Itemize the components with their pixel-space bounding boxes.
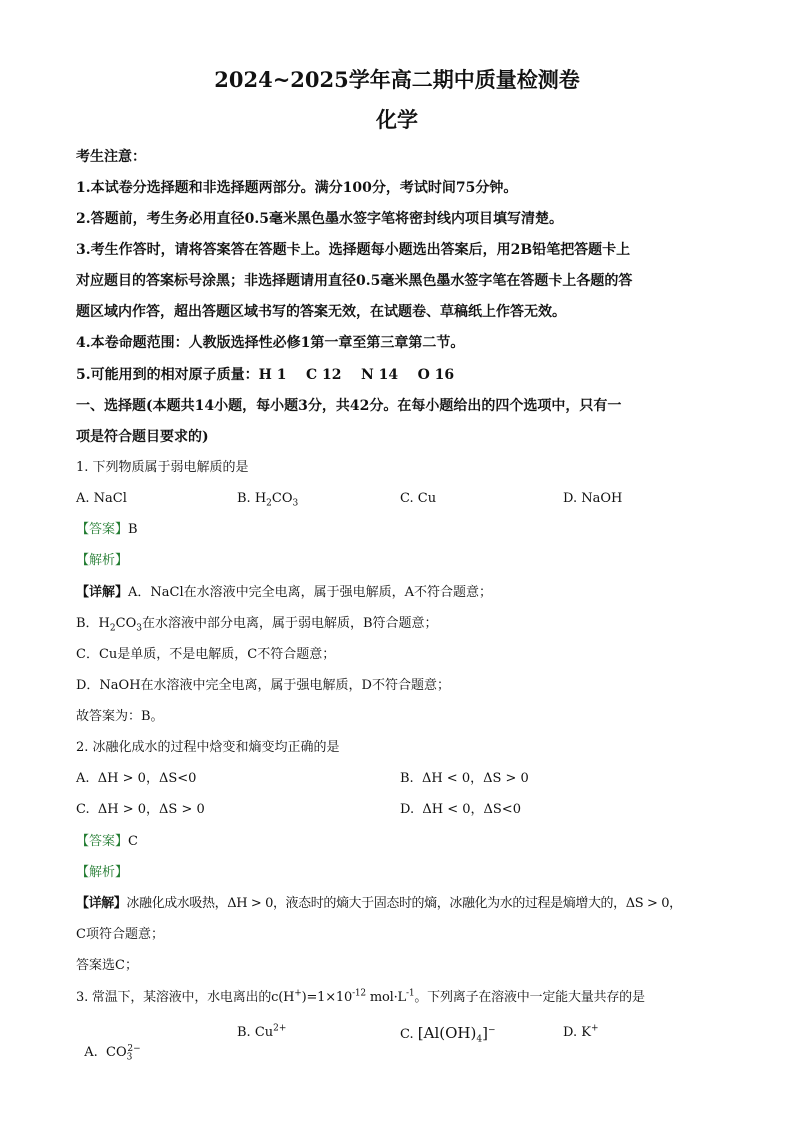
notice-heading: 考生注意： <box>76 149 146 165</box>
notice-line-5: 题区域内作答，超出答题区域书写的答案无效，在试题卷、草稿纸上作答无效。 <box>76 304 566 320</box>
detail-tag: 【详解】 <box>76 585 129 600</box>
detail-tag: 【详解】 <box>76 896 127 911</box>
q1-option-d: D. NaOH <box>563 491 623 506</box>
q1-conclusion: 故答案为：B。 <box>76 709 164 724</box>
q1-answer: 【答案】B <box>76 522 138 537</box>
answer-tag: 【答案】 <box>76 522 129 537</box>
q2-detail-line-1: 【详解】冰融化成水吸热，ΔH > 0，液态时的熵大于固态时的熵，冰融化为水的过程是熵增大的，ΔS > 0， <box>76 896 682 911</box>
q3-option-a: A. $CO_3^{2-}$ <box>84 1043 141 1063</box>
q1-detail-d: D．NaOH在水溶液中完全电离，属于强电解质，D不符合题意； <box>76 678 450 693</box>
q2-detail-line-2: C项符合题意； <box>76 927 164 942</box>
q2-analysis-tag: 【解析】 <box>76 865 129 880</box>
exam-title: 2024~2025学年高二期中质量检测卷 <box>214 67 580 92</box>
q1-detail-b: B．$H_2CO_3$在水溶液中部分电离，属于弱电解质，B符合题意； <box>76 616 438 634</box>
q1-detail-c: C．Cu是单质，不是电解质，C不符合题意； <box>76 647 336 662</box>
q1-analysis-tag: 【解析】 <box>76 553 129 568</box>
notice-line-6: 4.本卷命题范围：人教版选择性必修1第一章至第三章第二节。 <box>76 335 465 351</box>
q3-option-b: B. $Cu^{2+}$ <box>237 1023 287 1040</box>
notice-line-4: 对应题目的答案标号涂黑；非选择题请用直径0.5毫米黑色墨水签字笔在答题卡上各题的答 <box>76 273 633 289</box>
q2-option-d: D. ΔH < 0，ΔS<0 <box>400 802 521 817</box>
q2-option-a: A. ΔH > 0，ΔS<0 <box>76 771 197 786</box>
notice-line-2: 2.答题前，考生务必用直径0.5毫米黑色墨水签字笔将密封线内项目填写清楚。 <box>76 211 563 227</box>
section-heading-line-1: 一、选择题(本题共14小题，每小题3分，共42分。在每小题给出的四个选项中，只有一 <box>76 398 622 414</box>
notice-line-1: 1.本试卷分选择题和非选择题两部分。满分100分，考试时间75分钟。 <box>76 180 518 196</box>
subject-title: 化学 <box>376 107 418 132</box>
q3-option-d: D. K+ <box>563 1023 599 1040</box>
q1-stem: 1. 下列物质属于弱电解质的是 <box>76 460 249 475</box>
q2-answer: 【答案】C <box>76 834 138 849</box>
q1-option-c: C. Cu <box>400 491 437 506</box>
q1-option-a: A. NaCl <box>76 491 127 506</box>
notice-line-3: 3.考生作答时，请将答案答在答题卡上。选择题每小题选出答案后，用2B铅笔把答题卡上 <box>76 242 631 258</box>
q2-stem: 2. 冰融化成水的过程中焓变和熵变均正确的是 <box>76 740 340 755</box>
q2-option-c: C. ΔH > 0，ΔS > 0 <box>76 802 205 817</box>
q2-option-b: B. ΔH < 0，ΔS > 0 <box>400 771 529 786</box>
q3-option-c: C. $[Al(OH)_4]^-$ <box>400 1024 496 1045</box>
q2-conclusion: 答案选C； <box>76 958 138 973</box>
notice-line-7: 5.可能用到的相对原子质量：H 1 C 12 N 14 O 16 <box>76 367 455 383</box>
q3-stem: 3. 常温下，某溶液中，水电离出的$c(H^+)=1\times 10^{-12}$ $mol\cdot L^{-1}$。下列离子在溶液中一定能大量共存的是 <box>76 988 645 1005</box>
q1-option-b: B. $H_2CO_3$ <box>237 491 299 509</box>
q1-detail-a: 【详解】A．NaCl在水溶液中完全电离，属于强电解质，A不符合题意； <box>76 585 493 600</box>
section-heading-line-2: 项是符合题目要求的) <box>76 429 209 445</box>
answer-tag: 【答案】 <box>76 834 129 849</box>
